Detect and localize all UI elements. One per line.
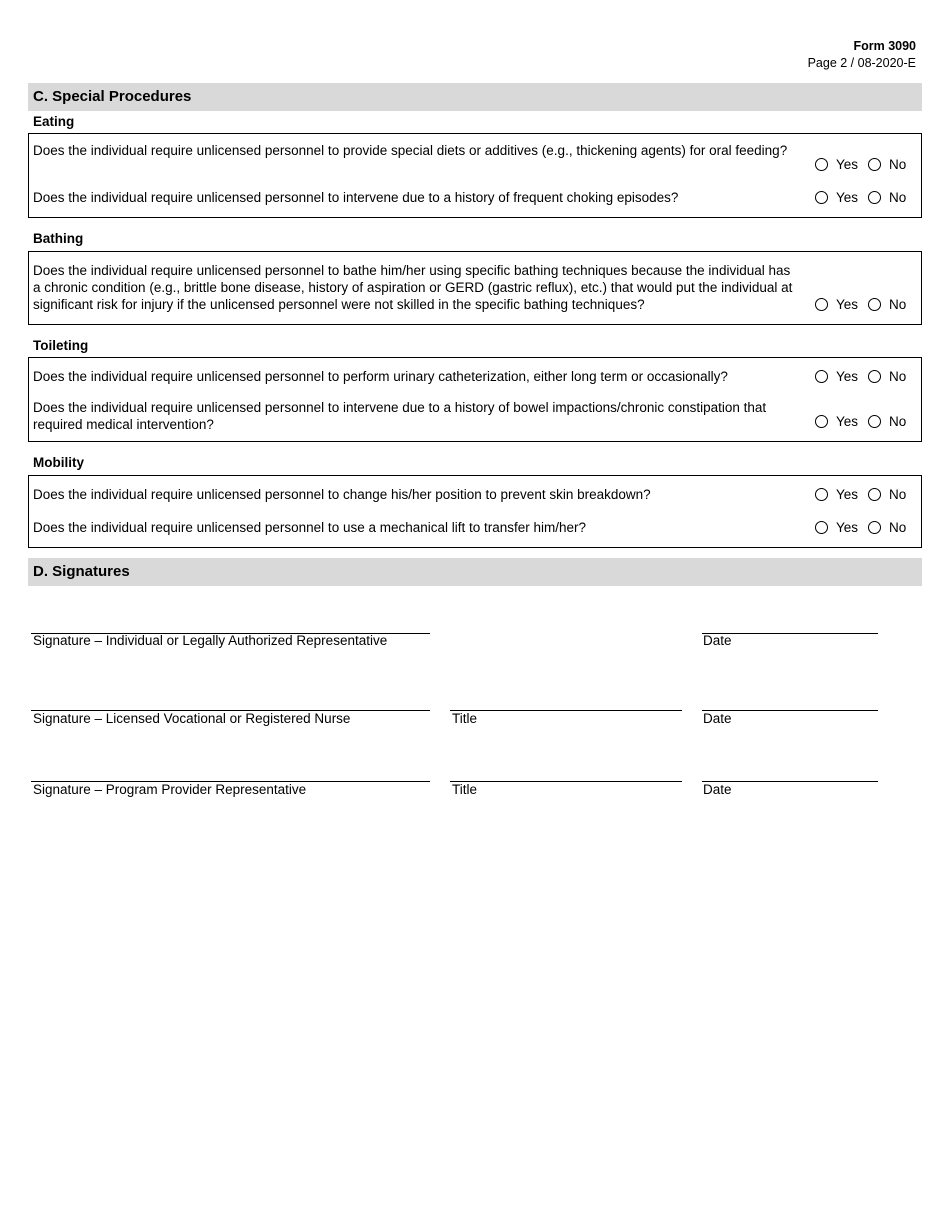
yes-label: Yes xyxy=(836,487,859,502)
bowel-impactions-options xyxy=(815,413,906,430)
mechanical-lift-options xyxy=(815,519,906,536)
no-label: No xyxy=(889,487,907,502)
catheterization-options xyxy=(815,368,906,385)
yes-label: Yes xyxy=(836,369,859,384)
nurse-signature-label: Signature – Licensed Vocational or Registered Nurse xyxy=(33,711,351,726)
choking-yes-radio[interactable] xyxy=(815,191,828,204)
special-diets-yes-radio[interactable] xyxy=(815,158,828,171)
provider-title-line[interactable] xyxy=(450,781,682,782)
bathing-yes-radio[interactable] xyxy=(815,298,828,311)
mechanical-lift-no-radio[interactable] xyxy=(868,521,881,534)
yes-label: Yes xyxy=(836,297,859,312)
individual-date-label: Date xyxy=(703,633,732,648)
mobility-box xyxy=(28,475,922,548)
individual-signature-label: Signature – Individual or Legally Authorized Representative xyxy=(33,633,388,648)
no-label: No xyxy=(889,297,907,312)
no-label: No xyxy=(889,190,907,205)
bowel-impactions-yes-radio[interactable] xyxy=(815,415,828,428)
question-special-diets: Does the individual require unlicensed personnel to provide special diets or additives (e.g., thickening agents) for oral feeding? xyxy=(33,143,788,158)
question-choking: Does the individual require unlicensed personnel to intervene due to a history of frequent choking episodes? xyxy=(33,190,679,205)
catheterization-yes-radio[interactable] xyxy=(815,370,828,383)
question-position-change: Does the individual require unlicensed personnel to change his/her position to prevent skin breakdown? xyxy=(33,487,651,502)
toileting-box xyxy=(28,357,922,442)
no-label: No xyxy=(889,414,907,429)
special-diets-options xyxy=(815,156,906,173)
no-label: No xyxy=(889,520,907,535)
position-change-no-radio[interactable] xyxy=(868,488,881,501)
yes-label: Yes xyxy=(836,157,859,172)
special-diets-no-radio[interactable] xyxy=(868,158,881,171)
eating-box xyxy=(28,133,922,218)
nurse-date-label: Date xyxy=(703,711,732,726)
yes-label: Yes xyxy=(836,190,859,205)
question-mechanical-lift: Does the individual require unlicensed personnel to use a mechanical lift to transfer him/her? xyxy=(33,520,587,535)
choking-no-radio[interactable] xyxy=(868,191,881,204)
question-bowel-impactions: Does the individual require unlicensed personnel to intervene due to a history of bowel impactions/chronic constipation that required medical intervention? xyxy=(33,400,767,432)
provider-signature-label: Signature – Program Provider Representative xyxy=(33,782,307,797)
provider-title-label: Title xyxy=(452,782,478,797)
no-label: No xyxy=(889,369,907,384)
page-info: Page 2 / 08-2020-E xyxy=(807,56,916,70)
question-catheterization: Does the individual require unlicensed personnel to perform urinary catheterization, either long term or occasionally? xyxy=(33,369,728,384)
bathing-options xyxy=(815,296,906,313)
bathing-no-radio[interactable] xyxy=(868,298,881,311)
question-bathing-techniques: Does the individual require unlicensed personnel to bathe him/her using specific bathing techniques because the individual has a chronic condition (e.g., brittle bone disease, history of aspiration or GERD (gastric reflux), etc.) that would put the individual at significant risk for injury if the unlicensed personnel were not skilled in the specific bathing techniques? xyxy=(33,263,793,312)
nurse-title-label: Title xyxy=(452,711,478,726)
form-number: Form 3090 xyxy=(853,39,916,53)
bathing-box xyxy=(28,251,922,325)
eating-heading: Eating xyxy=(33,114,75,129)
mechanical-lift-yes-radio[interactable] xyxy=(815,521,828,534)
nurse-title-line[interactable] xyxy=(450,710,682,711)
yes-label: Yes xyxy=(836,520,859,535)
catheterization-no-radio[interactable] xyxy=(868,370,881,383)
bathing-heading: Bathing xyxy=(33,231,84,246)
choking-options xyxy=(815,189,906,206)
bowel-impactions-no-radio[interactable] xyxy=(868,415,881,428)
toileting-heading: Toileting xyxy=(33,338,89,353)
no-label: No xyxy=(889,157,907,172)
position-change-yes-radio[interactable] xyxy=(815,488,828,501)
section-d-header: D. Signatures xyxy=(28,558,922,586)
form-header xyxy=(808,38,916,72)
position-change-options xyxy=(815,486,906,503)
mobility-heading: Mobility xyxy=(33,455,84,470)
provider-date-label: Date xyxy=(703,782,732,797)
section-c-header: C. Special Procedures xyxy=(28,83,922,111)
yes-label: Yes xyxy=(836,414,859,429)
